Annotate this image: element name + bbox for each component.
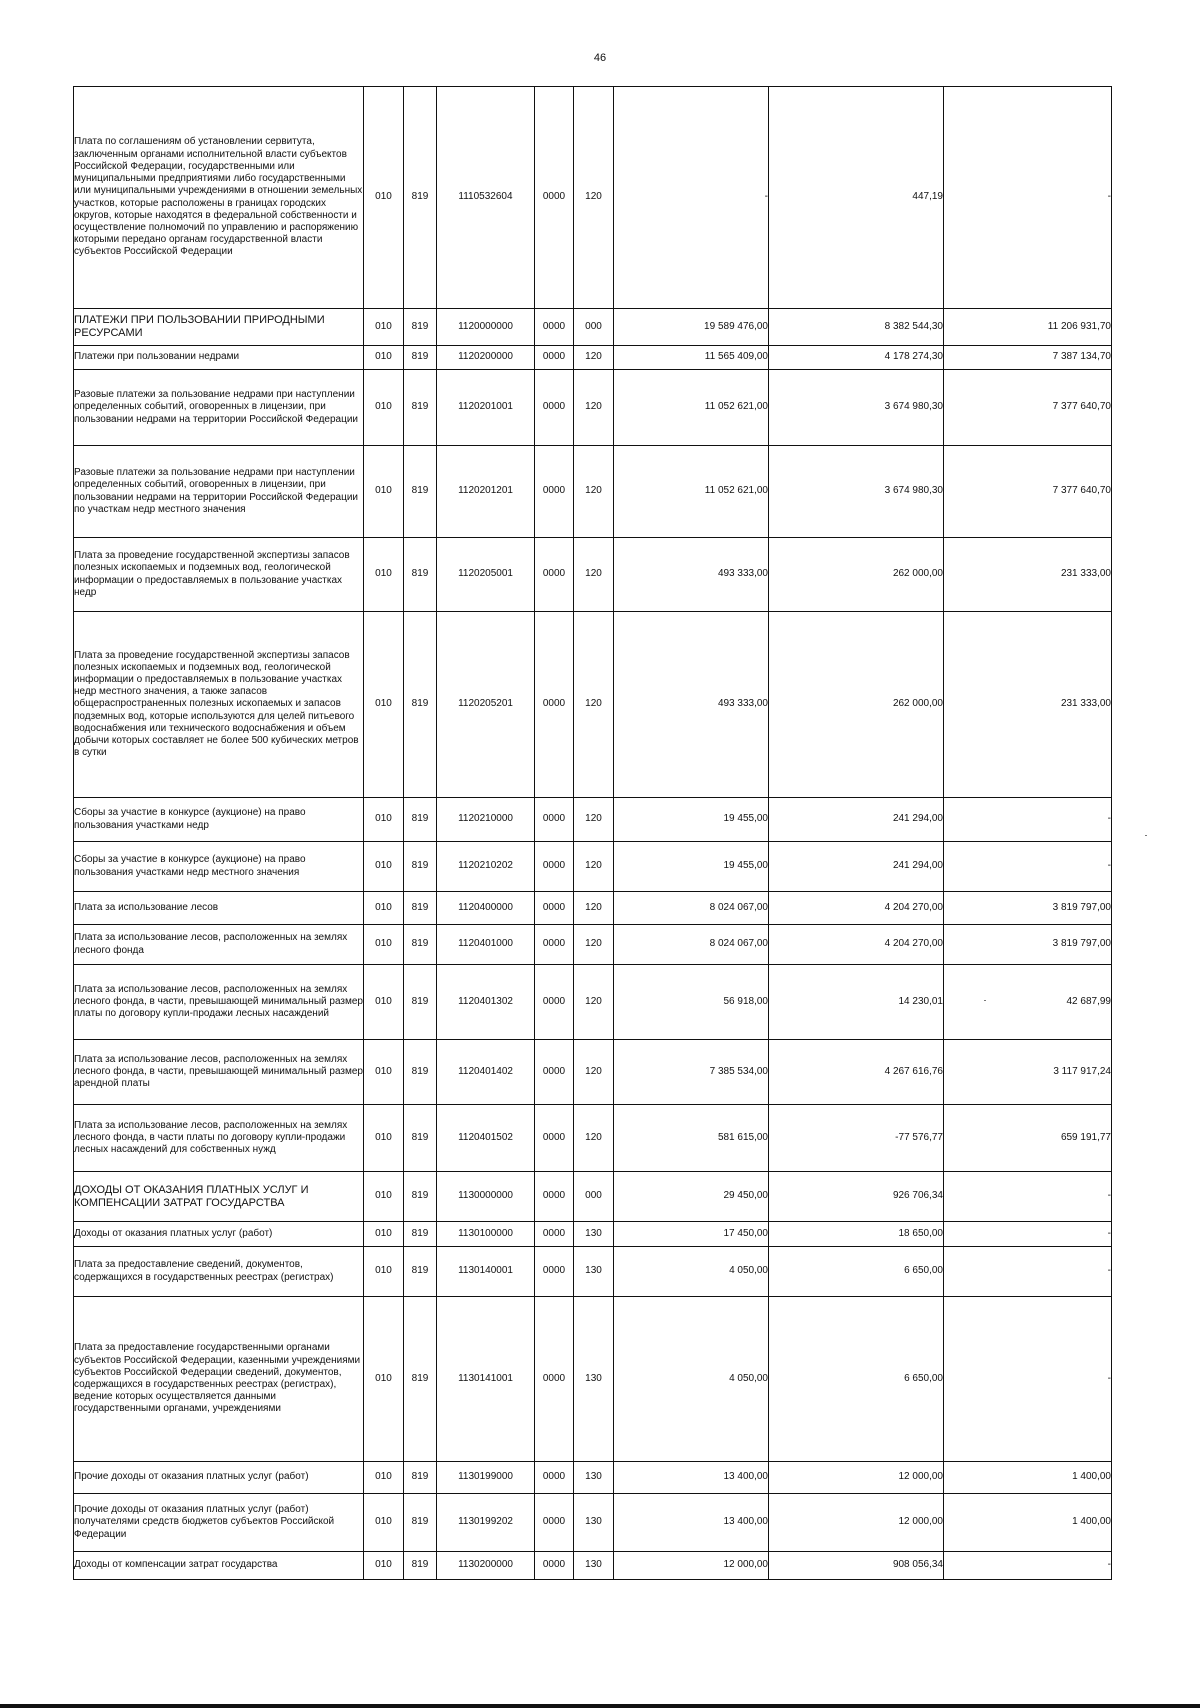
amount-deviation: 659 191,77 — [944, 1105, 1112, 1172]
chapter-code: 010 — [364, 1105, 404, 1172]
revenue-code: 1120200000 — [437, 346, 535, 370]
admin-code: 819 — [404, 370, 437, 446]
row-description: Плата за использование лесов, расположенных на землях лесного фонда — [74, 925, 364, 965]
table-row — [74, 1172, 1112, 1222]
kosgu-code: 120 — [574, 446, 614, 538]
revenue-code: 1130100000 — [437, 1222, 535, 1247]
subtype-code: 0000 — [535, 346, 574, 370]
revenue-code: 1120401402 — [437, 1040, 535, 1105]
admin-code: 819 — [404, 309, 437, 346]
subtype-code: 0000 — [535, 446, 574, 538]
revenue-code: 1130000000 — [437, 1172, 535, 1222]
page-number: 46 — [593, 52, 607, 64]
revenue-code: 1130141001 — [437, 1297, 535, 1462]
subtype-code: 0000 — [535, 612, 574, 798]
revenue-code: 1120201201 — [437, 446, 535, 538]
amount-actual: 241 294,00 — [769, 798, 944, 842]
admin-code: 819 — [404, 798, 437, 842]
amount-actual: 3 674 980,30 — [769, 370, 944, 446]
kosgu-code: 120 — [574, 87, 614, 309]
admin-code: 819 — [404, 842, 437, 892]
amount-actual: 8 382 544,30 — [769, 309, 944, 346]
subtype-code: 0000 — [535, 1105, 574, 1172]
revenue-code: 1130199000 — [437, 1462, 535, 1494]
amount-plan: 11 052 621,00 — [614, 370, 769, 446]
kosgu-code: 120 — [574, 346, 614, 370]
row-description: ДОХОДЫ ОТ ОКАЗАНИЯ ПЛАТНЫХ УСЛУГ И КОМПЕНСАЦИИ ЗАТРАТ ГОСУДАРСТВА — [74, 1172, 364, 1222]
chapter-code: 010 — [364, 1222, 404, 1247]
amount-plan: 8 024 067,00 — [614, 892, 769, 925]
admin-code: 819 — [404, 925, 437, 965]
admin-code: 819 — [404, 1552, 437, 1580]
kosgu-code: 120 — [574, 538, 614, 612]
chapter-code: 010 — [364, 370, 404, 446]
revenue-code: 1120205201 — [437, 612, 535, 798]
table-row — [74, 309, 1112, 346]
admin-code: 819 — [404, 612, 437, 798]
chapter-code: 010 — [364, 798, 404, 842]
amount-plan: 12 000,00 — [614, 1552, 769, 1580]
kosgu-code: 120 — [574, 842, 614, 892]
row-description: Плата за использование лесов, расположенных на землях лесного фонда, в части, превышающей минимальный размер арендной платы — [74, 1040, 364, 1105]
table-row — [74, 87, 1112, 309]
revenue-code: 1120401502 — [437, 1105, 535, 1172]
table-row — [74, 1105, 1112, 1172]
amount-plan: 19 589 476,00 — [614, 309, 769, 346]
table-row — [74, 1494, 1112, 1552]
row-description: Плата за проведение государственной экспертизы запасов полезных ископаемых и подземных вод, геологической информации о предоставляемых в пользование участках недр — [74, 538, 364, 612]
row-description: Плата по соглашениям об установлении сервитута, заключенным органами исполнительной власти субъектов Российской Федерации, государственными или муниципальными предприятиями либо государственными или муниципальными учреждениями в отношении земельных участков, которые расположены в границах городских округов, которые находятся в федеральной собственности и осуществление полномочий по управлению и распоряжению которыми передано органам государственной власти субъектов Российской Федерации — [74, 87, 364, 309]
chapter-code: 010 — [364, 1494, 404, 1552]
admin-code: 819 — [404, 346, 437, 370]
revenue-code: 1110532604 — [437, 87, 535, 309]
chapter-code: 010 — [364, 1040, 404, 1105]
subtype-code: 0000 — [535, 925, 574, 965]
amount-actual: 4 267 616,76 — [769, 1040, 944, 1105]
chapter-code: 010 — [364, 842, 404, 892]
amount-deviation: 231 333,00 — [944, 612, 1112, 798]
admin-code: 819 — [404, 446, 437, 538]
amount-deviation: 231 333,00 — [944, 538, 1112, 612]
admin-code: 819 — [404, 1222, 437, 1247]
revenue-code: 1130140001 — [437, 1247, 535, 1297]
amount-actual: 6 650,00 — [769, 1297, 944, 1462]
admin-code: 819 — [404, 1247, 437, 1297]
table-row — [74, 1040, 1112, 1105]
revenue-code: 1130200000 — [437, 1552, 535, 1580]
admin-code: 819 — [404, 1494, 437, 1552]
subtype-code: 0000 — [535, 538, 574, 612]
kosgu-code: 120 — [574, 1105, 614, 1172]
amount-actual: -77 576,77 — [769, 1105, 944, 1172]
admin-code: 819 — [404, 1040, 437, 1105]
table-row — [74, 798, 1112, 842]
chapter-code: 010 — [364, 538, 404, 612]
chapter-code: 010 — [364, 892, 404, 925]
chapter-code: 010 — [364, 1297, 404, 1462]
amount-plan: 4 050,00 — [614, 1297, 769, 1462]
row-description: Доходы от оказания платных услуг (работ) — [74, 1222, 364, 1247]
amount-actual: 447,19 — [769, 87, 944, 309]
subtype-code: 0000 — [535, 892, 574, 925]
kosgu-code: 120 — [574, 892, 614, 925]
amount-plan: 11 052 621,00 — [614, 446, 769, 538]
amount-actual: 4 204 270,00 — [769, 892, 944, 925]
amount-actual: 18 650,00 — [769, 1222, 944, 1247]
amount-deviation: 7 377 640,70 — [944, 370, 1112, 446]
amount-deviation: 1 400,00 — [944, 1494, 1112, 1552]
subtype-code: 0000 — [535, 1552, 574, 1580]
amount-plan: 56 918,00 — [614, 965, 769, 1040]
amount-deviation: 7 387 134,70 — [944, 346, 1112, 370]
amount-actual: 926 706,34 — [769, 1172, 944, 1222]
amount-plan: 8 024 067,00 — [614, 925, 769, 965]
revenue-code: 1120210202 — [437, 842, 535, 892]
scan-speck — [1145, 835, 1147, 836]
amount-deviation: - — [944, 87, 1112, 309]
amount-deviation: - — [944, 1552, 1112, 1580]
amount-deviation: 3 819 797,00 — [944, 892, 1112, 925]
table-row — [74, 842, 1112, 892]
chapter-code: 010 — [364, 1247, 404, 1297]
amount-plan: 17 450,00 — [614, 1222, 769, 1247]
amount-plan: 4 050,00 — [614, 1247, 769, 1297]
table-row — [74, 1552, 1112, 1580]
subtype-code: 0000 — [535, 1297, 574, 1462]
revenue-code: 1130199202 — [437, 1494, 535, 1552]
subtype-code: 0000 — [535, 798, 574, 842]
revenue-code: 1120400000 — [437, 892, 535, 925]
table-row — [74, 446, 1112, 538]
amount-plan: 29 450,00 — [614, 1172, 769, 1222]
row-description: Разовые платежи за пользование недрами при наступлении определенных событий, оговоренных в лицензии, при пользовании недрами на территории Российской Федерации — [74, 370, 364, 446]
amount-actual: 12 000,00 — [769, 1494, 944, 1552]
amount-plan: 13 400,00 — [614, 1462, 769, 1494]
amount-plan: - — [614, 87, 769, 309]
row-description: Прочие доходы от оказания платных услуг (работ) получателями средств бюджетов субъектов Российской Федерации — [74, 1494, 364, 1552]
amount-deviation: - — [944, 1247, 1112, 1297]
table-row — [74, 370, 1112, 446]
amount-deviation: 1 400,00 — [944, 1462, 1112, 1494]
table-row — [74, 1222, 1112, 1247]
kosgu-code: 000 — [574, 309, 614, 346]
amount-plan: 19 455,00 — [614, 842, 769, 892]
kosgu-code: 130 — [574, 1247, 614, 1297]
kosgu-code: 130 — [574, 1297, 614, 1462]
admin-code: 819 — [404, 1462, 437, 1494]
subtype-code: 0000 — [535, 965, 574, 1040]
kosgu-code: 000 — [574, 1172, 614, 1222]
row-description: Плата за предоставление сведений, документов, содержащихся в государственных реестрах (регистрах) — [74, 1247, 364, 1297]
amount-plan: 581 615,00 — [614, 1105, 769, 1172]
admin-code: 819 — [404, 1172, 437, 1222]
kosgu-code: 130 — [574, 1494, 614, 1552]
chapter-code: 010 — [364, 965, 404, 1040]
admin-code: 819 — [404, 892, 437, 925]
table-row — [74, 346, 1112, 370]
row-description: Плата за предоставление государственными органами субъектов Российской Федерации, казенными учреждениями субъектов Российской Федерации сведений, документов, содержащихся в государственных реестрах (регистрах), ведение которых осуществляется данными государственными органами, учреждениями — [74, 1297, 364, 1462]
amount-plan: 11 565 409,00 — [614, 346, 769, 370]
table-row — [74, 965, 1112, 1040]
kosgu-code: 130 — [574, 1552, 614, 1580]
chapter-code: 010 — [364, 925, 404, 965]
admin-code: 819 — [404, 87, 437, 309]
revenue-code: 1120210000 — [437, 798, 535, 842]
chapter-code: 010 — [364, 1462, 404, 1494]
kosgu-code: 120 — [574, 965, 614, 1040]
revenue-table — [73, 86, 1112, 1580]
amount-plan: 19 455,00 — [614, 798, 769, 842]
amount-actual: 262 000,00 — [769, 612, 944, 798]
page-bottom-edge — [0, 1704, 1200, 1708]
kosgu-code: 120 — [574, 612, 614, 798]
amount-plan: 7 385 534,00 — [614, 1040, 769, 1105]
amount-plan: 13 400,00 — [614, 1494, 769, 1552]
table-row — [74, 892, 1112, 925]
chapter-code: 010 — [364, 1172, 404, 1222]
revenue-code: 1120401000 — [437, 925, 535, 965]
kosgu-code: 120 — [574, 1040, 614, 1105]
row-description: Разовые платежи за пользование недрами при наступлении определенных событий, оговоренных в лицензии, при пользовании недрами на территории Российской Федерации по участкам недр местного значения — [74, 446, 364, 538]
subtype-code: 0000 — [535, 1462, 574, 1494]
kosgu-code: 130 — [574, 1222, 614, 1247]
subtype-code: 0000 — [535, 309, 574, 346]
amount-deviation: 3 117 917,24 — [944, 1040, 1112, 1105]
amount-plan: 493 333,00 — [614, 612, 769, 798]
amount-actual: 6 650,00 — [769, 1247, 944, 1297]
amount-deviation: - — [944, 842, 1112, 892]
subtype-code: 0000 — [535, 842, 574, 892]
amount-actual: 4 204 270,00 — [769, 925, 944, 965]
subtype-code: 0000 — [535, 1494, 574, 1552]
row-description: ПЛАТЕЖИ ПРИ ПОЛЬЗОВАНИИ ПРИРОДНЫМИ РЕСУРСАМИ — [74, 309, 364, 346]
table-row — [74, 1462, 1112, 1494]
amount-plan: 493 333,00 — [614, 538, 769, 612]
subtype-code: 0000 — [535, 1222, 574, 1247]
revenue-code: 1120201001 — [437, 370, 535, 446]
amount-actual: 14 230,01 — [769, 965, 944, 1040]
amount-deviation: - — [944, 1172, 1112, 1222]
amount-actual: 4 178 274,30 — [769, 346, 944, 370]
chapter-code: 010 — [364, 446, 404, 538]
chapter-code: 010 — [364, 346, 404, 370]
amount-deviation: - — [944, 1222, 1112, 1247]
chapter-code: 010 — [364, 1552, 404, 1580]
amount-deviation: 7 377 640,70 — [944, 446, 1112, 538]
row-description: Плата за использование лесов, расположенных на землях лесного фонда, в части платы по договору купли-продажи лесных насаждений для собственных нужд — [74, 1105, 364, 1172]
table-row — [74, 1247, 1112, 1297]
row-description: Плата за использование лесов, расположенных на землях лесного фонда, в части, превышающей минимальный размер платы по договору купли-продажи лесных насаждений — [74, 965, 364, 1040]
amount-deviation: 11 206 931,70 — [944, 309, 1112, 346]
table-row — [74, 925, 1112, 965]
subtype-code: 0000 — [535, 1040, 574, 1105]
amount-actual: 241 294,00 — [769, 842, 944, 892]
admin-code: 819 — [404, 965, 437, 1040]
chapter-code: 010 — [364, 309, 404, 346]
kosgu-code: 120 — [574, 798, 614, 842]
revenue-code: 1120205001 — [437, 538, 535, 612]
table-row — [74, 538, 1112, 612]
amount-actual: 12 000,00 — [769, 1462, 944, 1494]
row-description: Сборы за участие в конкурсе (аукционе) на право пользования участками недр местного значения — [74, 842, 364, 892]
scan-speck — [984, 1000, 986, 1001]
row-description: Платежи при пользовании недрами — [74, 346, 364, 370]
row-description: Прочие доходы от оказания платных услуг (работ) — [74, 1462, 364, 1494]
chapter-code: 010 — [364, 87, 404, 309]
admin-code: 819 — [404, 1297, 437, 1462]
subtype-code: 0000 — [535, 370, 574, 446]
admin-code: 819 — [404, 538, 437, 612]
subtype-code: 0000 — [535, 1172, 574, 1222]
amount-actual: 3 674 980,30 — [769, 446, 944, 538]
revenue-code: 1120401302 — [437, 965, 535, 1040]
revenue-code: 1120000000 — [437, 309, 535, 346]
amount-deviation: - — [944, 1297, 1112, 1462]
admin-code: 819 — [404, 1105, 437, 1172]
subtype-code: 0000 — [535, 1247, 574, 1297]
amount-deviation: 42 687,99 — [944, 965, 1112, 1040]
row-description: Доходы от компенсации затрат государства — [74, 1552, 364, 1580]
amount-actual: 908 056,34 — [769, 1552, 944, 1580]
subtype-code: 0000 — [535, 87, 574, 309]
kosgu-code: 120 — [574, 925, 614, 965]
amount-deviation: 3 819 797,00 — [944, 925, 1112, 965]
chapter-code: 010 — [364, 612, 404, 798]
kosgu-code: 120 — [574, 370, 614, 446]
amount-deviation: - — [944, 798, 1112, 842]
table-row — [74, 1297, 1112, 1462]
table-row — [74, 612, 1112, 798]
row-description: Плата за проведение государственной экспертизы запасов полезных ископаемых и подземных вод, геологической информации о предоставляемых в пользование участках недр местного значения, а также запасов общераспространенных полезных ископаемых и запасов подземных вод, которые используются для целей питьевого водоснабжения или технического водоснабжения и объем добычи которых составляет не более 500 кубических метров в сутки — [74, 612, 364, 798]
kosgu-code: 130 — [574, 1462, 614, 1494]
row-description: Сборы за участие в конкурсе (аукционе) на право пользования участками недр — [74, 798, 364, 842]
row-description: Плата за использование лесов — [74, 892, 364, 925]
amount-actual: 262 000,00 — [769, 538, 944, 612]
